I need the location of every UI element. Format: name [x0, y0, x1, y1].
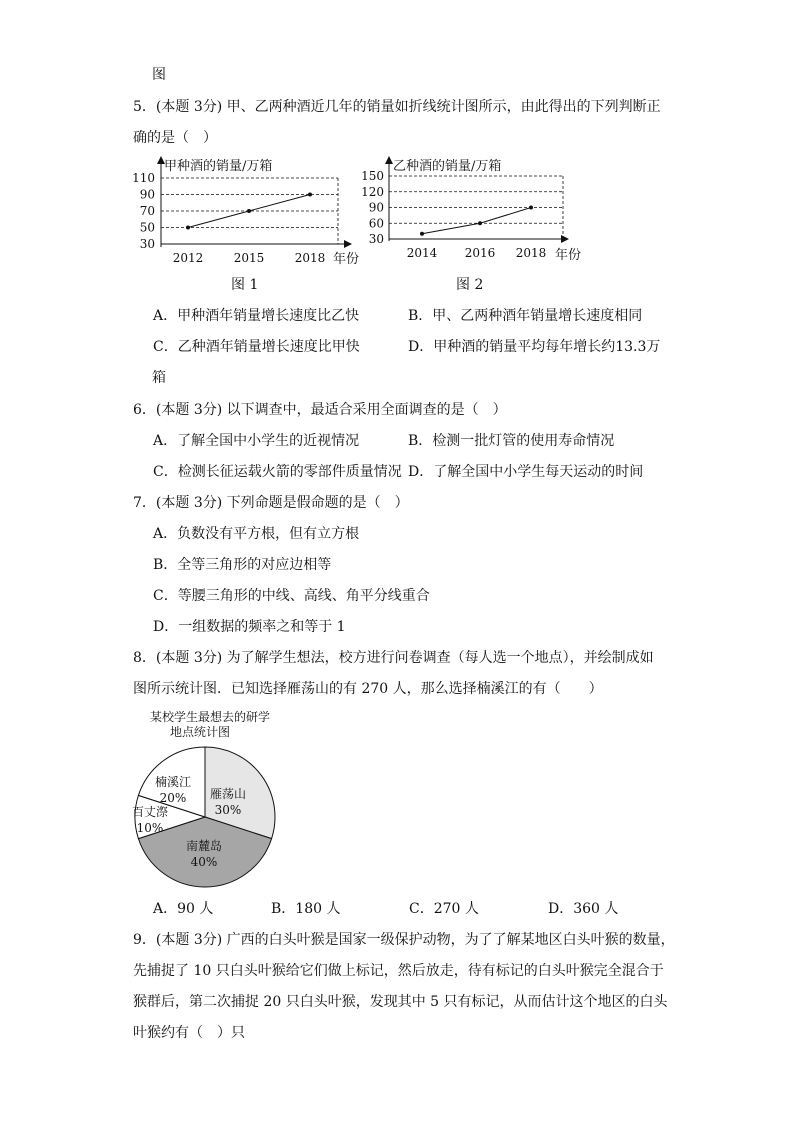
chart2-data-point: [529, 206, 533, 210]
pie-slice-percent: 20%: [159, 791, 187, 805]
chart2-y-tick-label: 30: [368, 232, 384, 246]
chart2-caption: 图 2: [456, 277, 484, 293]
pie-slice-percent: 10%: [136, 821, 164, 835]
q8-option-c[interactable]: C．270 人: [409, 901, 479, 917]
chart2-x-tick-label: 2016: [464, 246, 496, 260]
pie-slice-name: 百丈漈: [131, 805, 169, 819]
pie-title-line1: 某校学生最想去的研学: [150, 710, 271, 724]
chart2-y-tick-label: 120: [361, 184, 384, 199]
chart2-title: 乙种酒的销量/万箱: [393, 159, 502, 174]
chart2-data-point: [420, 232, 424, 236]
chart2-x-tick-label: 2018: [515, 246, 547, 260]
q7-option-a[interactable]: A．负数没有平方根，但有立方根: [153, 526, 360, 542]
q8-stem-line1: 8．(本题 3分) 为了解学生想法，校方进行问卷调查（每人选一个地点），并绘制成如: [133, 650, 654, 666]
pie-slice-name: 雁荡山: [209, 787, 247, 801]
question-fragment: 图: [152, 67, 166, 83]
chart1-x-label: 年份: [333, 252, 360, 267]
q9-stem-line4: 叶猴约有（ ）只: [133, 1025, 245, 1041]
q9-stem-line1: 9．(本题 3分) 广西的白头叶猴是国家一级保护动物，为了了解某地区白头叶猴的数量，: [133, 932, 675, 948]
chart1-x-tick-label: 2015: [233, 251, 265, 265]
q8-option-b[interactable]: B．180 人: [271, 901, 341, 917]
q7-option-d[interactable]: D．一组数据的频率之和等于 1: [153, 619, 346, 635]
pie-title-line2: 地点统计图: [170, 725, 231, 739]
q5-option-d[interactable]: D．甲种酒的销量平均每年增长约13.3万: [408, 339, 661, 355]
q8-option-a[interactable]: A．90 人: [153, 901, 214, 917]
pie-slice-percent: 30%: [214, 803, 242, 817]
q5-option-b[interactable]: B．甲、乙两种酒年销量增长速度相同: [408, 308, 643, 324]
chart1-y-tick-label: 70: [139, 204, 155, 218]
chart1-data-point: [186, 226, 190, 230]
chart1-y-tick-label: 110: [132, 171, 155, 185]
q9-stem-line2: 先捕捉了 10 只白头叶猴给它们做上标记，然后放走，待有标记的白头叶猴完全混合于: [133, 963, 664, 979]
chart-jia-sales: [132, 152, 370, 270]
chart1-data-point: [308, 193, 312, 197]
chart1-y-tick-label: 30: [139, 237, 155, 251]
chart1-y-tick-label: 90: [139, 187, 155, 202]
chart2-x-tick-label: 2014: [406, 246, 438, 260]
chart1-x-tick-label: 2018: [294, 251, 326, 265]
q5-option-d-continued: 箱: [152, 370, 166, 386]
chart1-x-arrow: [344, 240, 352, 248]
chart2-y-tick-label: 90: [368, 200, 384, 215]
q6-stem: 6．(本题 3分) 以下调查中，最适合采用全面调查的是（ ）: [133, 402, 507, 418]
q7-option-c[interactable]: C．等腰三角形的中线、高线、角平分线重合: [153, 588, 430, 604]
chart2-series-line: [422, 208, 531, 234]
pie-slice-percent: 40%: [190, 855, 218, 869]
q6-option-d[interactable]: D．了解全国中小学生每天运动的时间: [408, 464, 644, 480]
pie-chart: [128, 740, 288, 890]
chart1-title: 甲种酒的销量/万箱: [164, 159, 273, 174]
q6-option-c[interactable]: C．检测长征运载火箭的零部件质量情况: [153, 464, 402, 480]
chart1-caption: 图 1: [231, 277, 259, 293]
q8-option-d[interactable]: D．360 人: [548, 901, 619, 917]
chart2-y-tick-label: 150: [361, 169, 384, 183]
q9-stem-line3: 猴群后，第二次捕捉 20 只白头叶猴，发现其中 5 只有标记，从而估计这个地区的白头: [133, 994, 668, 1010]
chart2-x-label: 年份: [555, 248, 582, 263]
q5-stem-line2: 确的是（ ）: [133, 130, 217, 146]
chart-yi-sales: [361, 152, 585, 268]
q7-stem: 7．(本题 3分) 下列命题是假命题的是（ ）: [133, 495, 409, 511]
chart2-y-arrow: [385, 156, 393, 164]
q5-option-c[interactable]: C．乙种酒年销量增长速度比甲快: [153, 339, 360, 355]
q6-option-b[interactable]: B．检测一批灯管的使用寿命情况: [408, 433, 615, 449]
chart1-y-tick-label: 50: [139, 220, 155, 235]
pie-slice-name: 南麓岛: [185, 839, 223, 853]
chart2-data-point: [478, 221, 482, 225]
chart1-x-tick-label: 2012: [172, 251, 204, 265]
q8-stem-line2: 图所示统计图．已知选择雁荡山的有 270 人，那么选择楠溪江的有（ ）: [133, 681, 603, 697]
q6-option-a[interactable]: A．了解全国中小学生的近视情况: [153, 433, 360, 449]
q5-option-a[interactable]: A．甲种酒年销量增长速度比乙快: [153, 308, 360, 324]
q5-stem-line1: 5．(本题 3分) 甲、乙两种酒近几年的销量如折线统计图所示，由此得出的下列判断正: [133, 99, 661, 115]
chart1-data-point: [247, 209, 251, 213]
q7-option-b[interactable]: B．全等三角形的对应边相等: [153, 557, 332, 573]
chart2-x-arrow: [561, 235, 569, 243]
pie-slice-name: 楠溪江: [154, 775, 192, 789]
chart2-y-tick-label: 60: [368, 216, 384, 231]
